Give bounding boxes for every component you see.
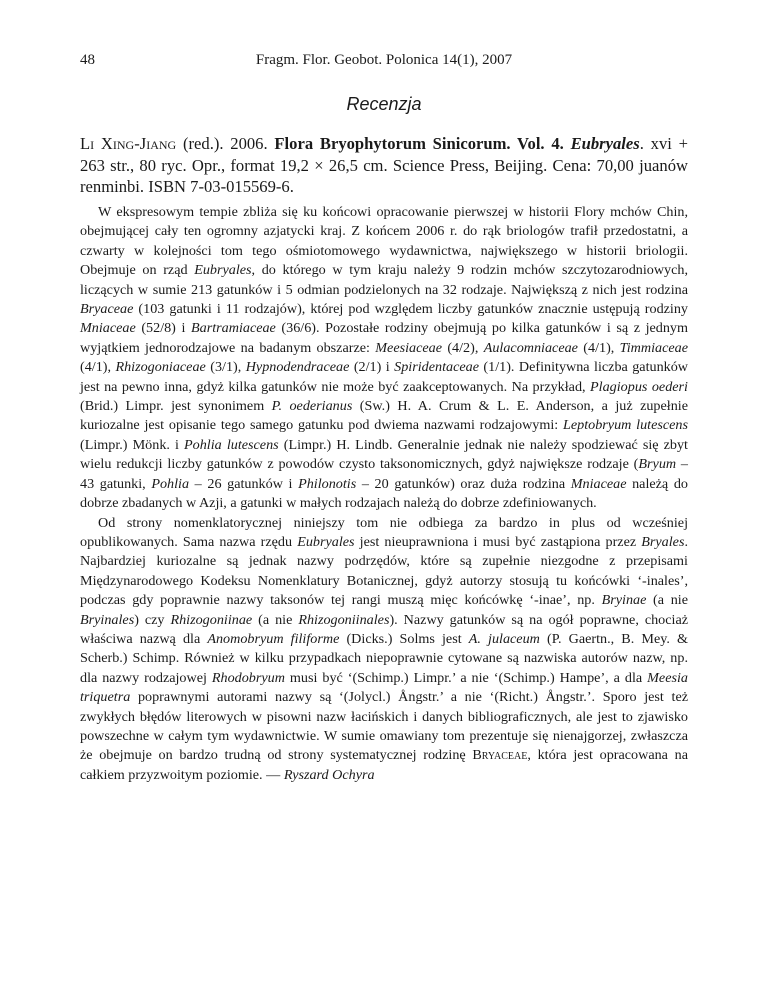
taxon-name: Eubryales	[297, 533, 355, 550]
text-run: Od strony nomenklatorycznej niniejszy tom nie odbiega za bardzo in plus od wcześniej opublikowanych. Sama nazwa rzędu	[80, 514, 688, 550]
text-run: (P. Gaertn., B. Mey. & Scherb.) Schimp. Również w kilku przypadkach niepoprawnie cytowane są nazwiska autorów nazw, np. dla nazwy rodzajowej	[80, 630, 689, 686]
taxon-name: Meesia triquetra	[80, 669, 688, 706]
text-run: W ekspresowym tempie zbliża się ku końcowi opracowanie pierwszej w historii Flory mchów Chin, obejmującej cały ten ogromny azjatycki kraj. Z końcem 2006 r. do rąk briologów trafił przedostatni, a czwarty w kolejności tom tego ośmiotomowego wydawnictwa, największego w historii briologii. Obejmuje on rząd	[80, 204, 688, 279]
text-run: ) czy	[134, 611, 171, 628]
text-run: , do którego w tym kraju należy 9 rodzin mchów szczytozarodniowych, liczących w sumie 213 gatunków i 5 odmian podzielonych na 32 rodzaje. Największą z nich jest rodzina	[80, 262, 688, 298]
text-run: – 43 gatunki,	[80, 456, 689, 492]
paragraph-1	[80, 203, 688, 514]
text-run: (36/6). Pozostałe rodziny obejmują po kilka gatunków i są z jednym wyjątkiem jednorodzajowe na badanym obszarze:	[80, 320, 689, 356]
taxon-name: Mniaceae	[80, 320, 136, 337]
text-run: (4/1),	[80, 359, 116, 376]
taxon-name: Mniaceae	[570, 475, 627, 492]
text-run: musi być ‘(Schimp.) Limpr.’ a nie ‘(Schimp.) Hampe’, a dla	[284, 669, 648, 686]
taxon-name: Rhizogoniinae	[170, 611, 253, 628]
text-run: poprawnymi autorami nazwy są ‘(Jolycl.) Ångstr.’ a nie ‘(Richt.) Ångstr.’. Sporo jest też zwykłych błędów literowych w pisowni nazw łacińskich i danych bibliograficznych, ale jest to zjawisko powszechne w całym tym wydawnictwie. W sumie omawiany tom prezentuje się nienajgorzej, zwłaszcza że obejmuje on bardzo trudną od strony systematycznej rodzinę	[80, 689, 688, 764]
taxon-name: Plagiopus oederi	[590, 378, 688, 395]
review-author-address: Ryszard Ochyra	[283, 766, 375, 783]
taxon-name: Pohlia lutescens	[184, 436, 279, 453]
running-head: Fragm. Flor. Geobot. Polonica 14(1), 2007	[255, 52, 513, 68]
text-run: (Limpr.) Mönk. i	[80, 436, 185, 453]
text-run: – 20 gatunków) oraz duża rodzina	[356, 475, 571, 492]
taxon-name: Pohlia	[151, 475, 190, 492]
citation-editor-year: (red.). 2006.	[176, 134, 275, 153]
taxon-name: Bryales	[641, 533, 685, 550]
taxon-name: Spiridentaceae	[394, 359, 479, 376]
taxon-name: P. oederianus	[271, 398, 353, 415]
text-run: (Limpr.) H. Lindb. Generalnie jednak nie należy spodziewać się zbyt wielu redukcji liczby gatunków z powodów czysto taksonomicznych, gdyż największe rodzaje (	[80, 436, 688, 473]
text-run: należą do dobrze zbadanych w Azji, a gatunki w małych rodzajach należą do dobrze zdefiniowanych.	[80, 475, 688, 512]
taxon-name: Hypnodendraceae	[245, 359, 350, 376]
taxon-name: Leptobryum lutescens	[563, 417, 688, 434]
taxon-name: Bryinae	[601, 592, 647, 609]
taxon-name: Meesiaceae	[375, 339, 442, 356]
text-run: (2/1) i	[349, 359, 395, 376]
text-run: jest nieuprawniona i musi być zastąpiona przez	[354, 533, 642, 550]
taxon-name: Rhodobryum	[211, 669, 285, 686]
text-run: . Najbardziej kuriozalne są jednak nazwy podrzędów, które są zupełnie niezgodne z przepisami Międzynarodowego Kodeksu Nomenklatury Botanicznej, gdyż autorzy stosują tu końcówki ‘-inales’, podczas gdy poprawnie nazwy taksonów tej rangi muszą mięc końcówkę ‘-inae’, np.	[80, 533, 688, 609]
text-run: (3/1),	[205, 359, 246, 376]
section-title: Recenzja	[346, 94, 422, 114]
taxon-name: Aulacomniaceae	[483, 339, 578, 356]
text-run: (4/1),	[577, 339, 620, 356]
taxon-name: Philonotis	[298, 475, 357, 492]
page-header	[0, 52, 768, 72]
text-run: (1/1). Definitywna liczba gatunków jest na pewno inna, gdyż kilka gatunków nie może być zaakceptowanych. Na przykład,	[80, 359, 688, 395]
review-body	[80, 203, 688, 785]
text-run: – 26 gatunków i	[189, 475, 299, 492]
citation-title: Flora Bryophytorum Sinicorum. Vol. 4.	[274, 134, 571, 153]
text-run: (103 gatunki i 11 rodzajów), której pod względem liczby gatunków znacznie ustępują rodziny	[133, 301, 688, 318]
taxon-name: Bartramiaceae	[191, 320, 276, 337]
text-run: (52/8) i	[135, 320, 192, 337]
taxon-name: Rhizogoniinales	[298, 611, 390, 628]
text-run: (a nie	[252, 611, 299, 628]
taxon-name: Eubryales	[194, 262, 252, 279]
citation-authors: Li Xing-Jiang	[80, 134, 177, 153]
taxon-name: Rhizogoniaceae	[115, 359, 206, 376]
text-run: (a nie	[646, 592, 688, 609]
text-run: , która jest opracowana na całkiem przyzwoitym poziomie. —	[80, 747, 688, 783]
text-run: (Brid.) Limpr. jest synonimem	[80, 398, 272, 415]
taxon-name: A. julaceum	[468, 630, 540, 647]
taxon-name: Timmiaceae	[619, 339, 689, 356]
citation-title-taxon: Eubryales	[570, 134, 640, 153]
text-run: (Dicks.) Solms jest	[339, 630, 469, 647]
text-run: (4/2),	[442, 339, 484, 356]
book-citation	[80, 133, 688, 198]
paragraph-2	[80, 514, 688, 786]
taxon-name: Bryum	[638, 456, 677, 473]
citation-details: . xvi + 263 str., 80 ryc. Opr., format 19,2 × 26,5 cm. Science Press, Beijing. Cena: 70,00 juanów renminbi. ISBN 7-03-015569-6.	[80, 134, 688, 196]
taxon-name: Bryinales	[80, 611, 135, 628]
taxon-name: Anomobryum filiforme	[207, 630, 340, 647]
page-number: 48	[80, 52, 95, 68]
taxon-name: Bryaceae	[80, 301, 134, 318]
review-author: Bryaceae	[472, 747, 528, 764]
text-run: ). Nazwy gatunków są na ogół poprawne, chociaż właściwa nazwą dla	[80, 611, 688, 647]
text-run: (Sw.) H. A. Crum & L. E. Anderson, a już zupełnie kuriozalne jest opisanie tego samego gatunku pod dwiema nazwami rodzajowymi:	[80, 398, 688, 434]
